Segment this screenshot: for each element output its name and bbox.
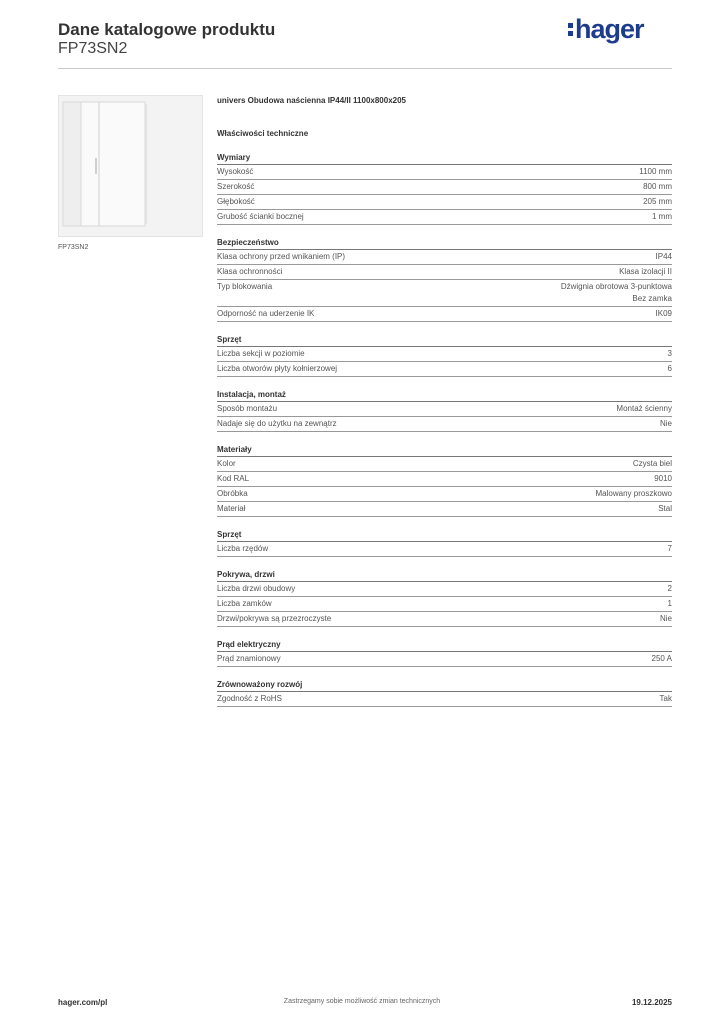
spec-label: Zgodność z RoHS	[217, 694, 282, 703]
spec-value: Klasa izolacji II	[619, 267, 672, 276]
section-spacer	[217, 432, 672, 444]
spec-section	[217, 639, 672, 667]
spec-label: Prąd znamionowy	[217, 654, 281, 663]
spec-value: Nie	[659, 614, 672, 623]
spec-section-title: Instalacja, montaż	[217, 389, 672, 402]
spec-section	[217, 389, 672, 432]
spec-section-title: Bezpieczeństwo	[217, 237, 672, 250]
spec-row	[217, 250, 672, 265]
spec-row	[217, 582, 672, 597]
spec-label: Kolor	[217, 459, 236, 468]
spec-row	[217, 402, 672, 417]
product-image	[58, 95, 203, 237]
spec-section-title: Prąd elektryczny	[217, 639, 672, 652]
product-image-caption: FP73SN2	[58, 244, 89, 251]
hager-logo	[568, 14, 644, 45]
spec-section	[217, 334, 672, 377]
spec-section	[217, 529, 672, 557]
footer-website: hager.com/pl	[58, 998, 108, 1007]
spec-row	[217, 265, 672, 280]
spec-value: Montaż ścienny	[616, 404, 672, 413]
spec-row	[217, 165, 672, 180]
technical-properties-heading: Właściwości techniczne	[217, 129, 309, 138]
spec-sections	[217, 152, 672, 707]
spec-section	[217, 444, 672, 517]
spec-label: Kod RAL	[217, 474, 250, 483]
spec-value: 800 mm	[643, 182, 672, 191]
spec-row	[217, 612, 672, 627]
spec-label: Klasa ochronności	[217, 267, 283, 276]
spec-label: Liczba zamków	[217, 599, 272, 608]
spec-section-title: Sprzęt	[217, 334, 672, 347]
spec-label: Głębokość	[217, 197, 255, 206]
spec-row	[217, 652, 672, 667]
spec-section-title: Zrównoważony rozwój	[217, 679, 672, 692]
spec-value: 6	[667, 364, 672, 373]
spec-row	[217, 692, 672, 707]
spec-label: Klasa ochrony przed wnikaniem (IP)	[217, 252, 346, 261]
spec-value: Czysta biel	[632, 459, 672, 468]
spec-row	[217, 597, 672, 612]
spec-value: Stal	[658, 504, 672, 513]
spec-value: 1 mm	[652, 212, 672, 221]
spec-value: 3	[667, 349, 672, 358]
spec-value: 205 mm	[643, 197, 672, 206]
section-spacer	[217, 557, 672, 569]
spec-row	[217, 307, 672, 322]
spec-value: Tak	[659, 694, 672, 703]
spec-label: Materiał	[217, 504, 246, 513]
spec-label: Sposób montażu	[217, 404, 278, 413]
section-spacer	[217, 225, 672, 237]
product-code: FP73SN2	[58, 40, 128, 57]
page-title: Dane katalogowe produktu	[58, 20, 276, 39]
spec-label: Typ blokowania	[217, 282, 273, 291]
spec-row	[217, 542, 672, 557]
spec-row	[217, 210, 672, 225]
spec-value: Dźwignia obrotowa 3-punktowa Bez zamka	[560, 282, 672, 303]
spec-section-title: Sprzęt	[217, 529, 672, 542]
spec-row	[217, 457, 672, 472]
section-spacer	[217, 517, 672, 529]
cabinet-illustration	[59, 96, 202, 236]
section-spacer	[217, 627, 672, 639]
spec-value: 1	[667, 599, 672, 608]
logo-dots-icon	[568, 23, 573, 36]
spec-section	[217, 237, 672, 322]
product-details	[217, 96, 672, 707]
spec-value: 2	[667, 584, 672, 593]
logo-text: hager	[575, 14, 644, 44]
spec-value: 250 A	[651, 654, 672, 663]
spec-row	[217, 362, 672, 377]
spec-label: Wysokość	[217, 167, 254, 176]
spec-row	[217, 195, 672, 210]
spec-row	[217, 280, 672, 307]
spec-section	[217, 152, 672, 225]
section-spacer	[217, 667, 672, 679]
spec-label: Odporność na uderzenie IK	[217, 309, 315, 318]
spec-row	[217, 347, 672, 362]
spec-label: Liczba otworów płyty kołnierzowej	[217, 364, 338, 373]
spec-value: 1100 mm	[639, 167, 672, 176]
spec-value: 7	[667, 544, 672, 553]
spec-label: Liczba rzędów	[217, 544, 269, 553]
spec-value: Malowany proszkowo	[595, 489, 672, 498]
spec-label: Liczba sekcji w poziomie	[217, 349, 305, 358]
spec-label: Drzwi/pokrywa są przezroczyste	[217, 614, 332, 623]
spec-row	[217, 180, 672, 195]
footer-disclaimer: Zastrzegamy sobie możliwość zmian technicznych	[283, 998, 441, 1005]
spec-row	[217, 487, 672, 502]
spec-label: Nadaje się do użytku na zewnątrz	[217, 419, 337, 428]
spec-row	[217, 472, 672, 487]
spec-value: IK09	[655, 309, 672, 318]
spec-label: Grubość ścianki bocznej	[217, 212, 304, 221]
spec-section	[217, 679, 672, 707]
section-spacer	[217, 322, 672, 334]
spec-label: Obróbka	[217, 489, 248, 498]
spec-row	[217, 417, 672, 432]
spec-label: Liczba drzwi obudowy	[217, 584, 296, 593]
spec-row	[217, 502, 672, 517]
header-divider	[58, 68, 672, 69]
section-spacer	[217, 377, 672, 389]
spec-value: Nie	[659, 419, 672, 428]
spec-section-title: Wymiary	[217, 152, 672, 165]
spec-section-title: Pokrywa, drzwi	[217, 569, 672, 582]
spec-section-title: Materiały	[217, 444, 672, 457]
spec-label: Szerokość	[217, 182, 255, 191]
product-name: univers Obudowa naścienna IP44/II 1100x800x205	[217, 96, 406, 105]
spec-section	[217, 569, 672, 627]
spec-value: 9010	[654, 474, 672, 483]
spec-value: IP44	[655, 252, 672, 261]
footer-date: 19.12.2025	[631, 998, 672, 1007]
